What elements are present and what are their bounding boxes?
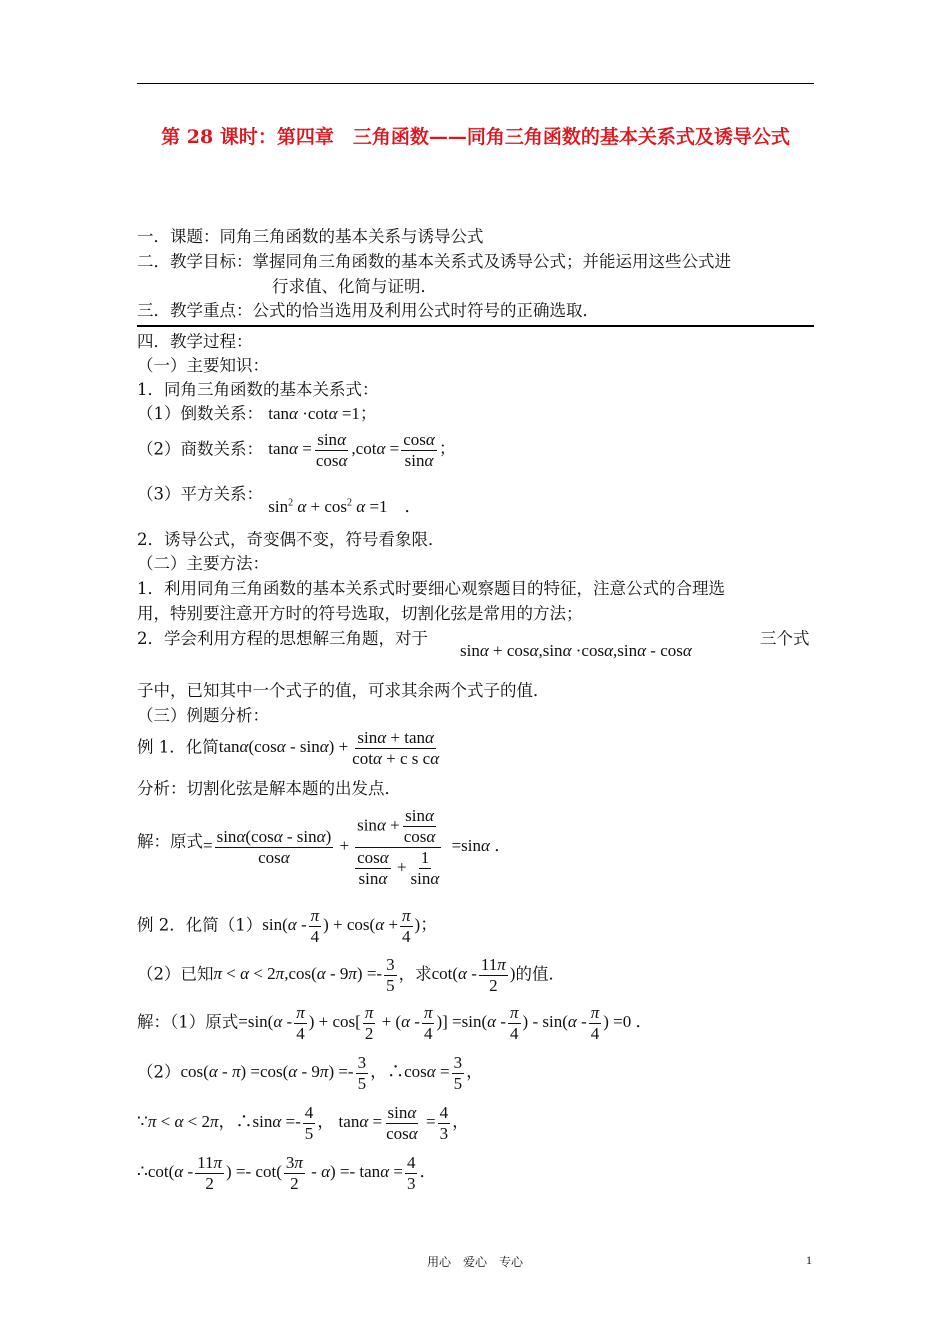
- method-2: 2．学会利用方程的思想解三角题，对于: [137, 629, 428, 648]
- method-1-cont: 用，特别要注意开方时的符号选取，切割化弦是常用的方法；: [137, 604, 583, 623]
- knowledge-heading: （一）主要知识：: [137, 356, 269, 375]
- knowledge-item-1: 1．同角三角函数的基本关系式：: [137, 380, 379, 399]
- method-2-formula: sinα + cosα,sinα ·cosα,sinα - cosα: [460, 641, 692, 660]
- example-1-formula: tanα(cosα - sinα) + $\frac{\sin\alpha + \tan\alpha}{\text{cotα + c s cα}}$: [218, 728, 440, 768]
- page-number: 1: [806, 1253, 812, 1267]
- square-formula: $\sin^2 \alpha + \cos^2 \alpha =1$ ．: [268, 496, 422, 516]
- example-2-part-2: （2）已知π < α < 2π,cos(α - 9π) =- $\frac{3}{5}$ ，求cot(α - $\frac{11\pi}{2}$ )的值．: [137, 955, 565, 995]
- example-1-solution-formula: = $\frac{\sin\alpha(\cos\alpha - \sin\alpha)}{\cos\alpha}$ + sinα + $\frac{\sin\alpha}{\cos\alpha}$ $\frac{\cos\alpha}{\sin\alpha}$ + $\frac{1}{\sin\alpha}$ =sinα ．: [203, 806, 512, 888]
- square-label: （3）平方关系：: [137, 484, 263, 504]
- examples-heading: （三）例题分析：: [137, 706, 269, 725]
- method-2-tail: 三个式: [760, 629, 810, 648]
- solution-2-part-1: 解：（1）原式=sin(α - $\frac{\pi}{4}$ ) + cos[ $\frac{\pi}{2}$ + (α - $\frac{\pi}{4}$ )] =sin(α - $\frac{\pi}{4}$ ) - sin(α - $\frac{\pi}{4}$ ) =0 ．: [137, 1003, 653, 1043]
- section-process: 四．教学过程：: [137, 332, 253, 351]
- knowledge-item-2: 2．诱导公式，奇变偶不变，符号看象限．: [137, 530, 445, 549]
- method-1: 1．利用同角三角函数的基本关系式时要细心观察题目的特征，注意公式的合理选: [137, 579, 725, 598]
- quotient-relation: [137, 430, 456, 471]
- quotient-formula: tanα = $\frac{\sin\alpha}{\cos\alpha}$ ,cotα = $\frac{\cos\alpha}{\sin\alpha}$ ；: [268, 430, 456, 470]
- footer-text: 用心 爱心 专心: [426, 1255, 523, 1269]
- reciprocal-formula: tanα ·cotα =1；: [268, 404, 377, 423]
- solution-2-step-2: ∵π < α < 2π，∴sinα =- $\frac{4}{5}$ ， tanα = $\frac{\sin\alpha}{\cos\alpha}$ = $\frac{4}{3}$ ，: [137, 1103, 470, 1143]
- header-rule: [137, 83, 814, 84]
- section-focus: 三．教学重点：公式的恰当选用及利用公式时符号的正确选取．: [137, 301, 599, 320]
- section-goals-cont: 行求值、化简与证明．: [272, 277, 437, 296]
- quotient-label: （2）商数关系：: [137, 439, 263, 459]
- example-1-analysis: 分析：切割化弦是解本题的出发点．: [137, 779, 401, 798]
- section-goals: 二．教学目标：掌握同角三角函数的基本关系式及诱导公式；并能运用这些公式进: [137, 252, 731, 271]
- method-2-cont: 子中，已知其中一个式子的值，可求其余两个式子的值．: [137, 681, 550, 700]
- reciprocal-relation: [137, 403, 377, 425]
- example-2-formula-1: sin(α - $\frac{\pi}{4}$ ) + cos(α + $\frac{\pi}{4}$ )；: [262, 906, 438, 946]
- section-divider: [137, 325, 814, 327]
- methods-heading: （二）主要方法：: [137, 554, 269, 573]
- square-relation: [137, 480, 422, 516]
- solution-2-step-3: ∴cot(α - $\frac{11\pi}{2}$ ) =- cot( $\frac{3\pi}{2}$ - α) =- tanα = $\frac{4}{3}$ ．: [137, 1153, 437, 1193]
- example-2: 例 2．化简（1）sin(α - $\frac{\pi}{4}$ ) + cos(α + $\frac{\pi}{4}$ )；: [137, 906, 438, 946]
- solution-2-part-2: （2）cos(α - π) =cos(α - 9π) =- $\frac{3}{5}$ ，∴cosα = $\frac{3}{5}$ ，: [137, 1053, 484, 1093]
- page-title: 第 28 课时：第四章 三角函数——同角三角函数的基本关系式及诱导公式: [161, 126, 790, 148]
- example-1: 例 1．化简tanα(cosα - sinα) + $\frac{\sin\alpha + \tan\alpha}{\text{cotα + c s cα}}$: [137, 728, 443, 769]
- example-1-solution: 解：原式= $\frac{\sin\alpha(\cos\alpha - \sin\alpha)}{\cos\alpha}$ + sinα + $\frac{\sin\alpha}{\cos\alpha}$ $\frac{\cos\alpha}{\sin\alpha}$ + $\frac{1}{\sin\alpha}$ =sinα ．: [137, 806, 512, 888]
- section-topic: 一．课题：同角三角函数的基本关系与诱导公式: [137, 227, 484, 246]
- reciprocal-label: （1）倒数关系：: [137, 404, 263, 423]
